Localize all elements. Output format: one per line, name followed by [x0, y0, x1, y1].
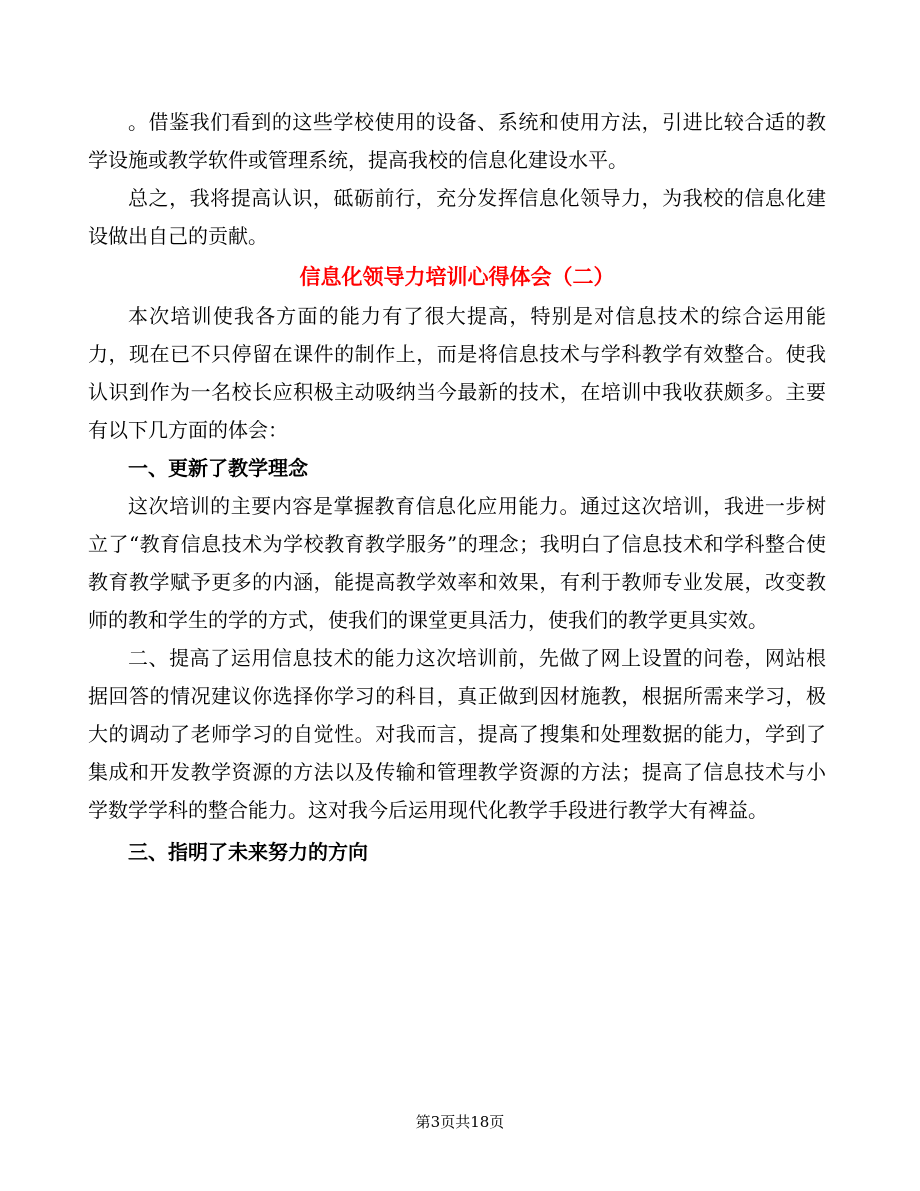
heading-section-1: 一、更新了教学理念: [128, 456, 308, 480]
section-title: 信息化领导力培训心得体会（二）: [299, 264, 615, 289]
paragraph-intro: 本次培训使我各方面的能力有了很大提高，特别是对信息技术的综合运用能力，现在已不只停留在课件的制作上，而是将信息技术与学科教学有效整合。使我认识到作为一名校长应积极主动吸纳当今最新的技术，在培训中我收获颇多。主要有以下几方面的体会：: [88, 304, 826, 442]
paragraph-section-2: 二、提高了运用信息技术的能力这次培训前，先做了网上设置的问卷，网站根据回答的情况建议你选择你学习的科目，真正做到因材施教，根据所需来学习，极大的调动了老师学习的自觉性。对我而言，提高了搜集和处理数据的能力，学到了集成和开发教学资源的方法以及传输和管理教学资源的方法；提高了信息技术与小学数学学科的整合能力。这对我今后运用现代化教学手段进行教学大有裨益。: [88, 646, 826, 822]
heading-section-3: 三、指明了未来努力的方向: [128, 840, 368, 864]
paragraph-section-1: 这次培训的主要内容是掌握教育信息化应用能力。通过这次培训，我进一步树立了“教育信息技术为学校教育教学服务”的理念；我明白了信息技术和学科整合使教育教学赋予更多的内涵，能提高教学效率和效果，有利于教师专业发展，改变教师的教和学生的学的方式，使我们的课堂更具活力，使我们的教学更具实效。: [88, 494, 826, 632]
paragraph-continuation: 。借鉴我们看到的这些学校使用的设备、系统和使用方法，引进比较合适的教学设施或教学软件或管理系统，提高我校的信息化建设水平。: [88, 110, 826, 172]
paragraph-conclusion: 总之，我将提高认识，砥砺前行，充分发挥信息化领导力，为我校的信息化建设做出自己的贡献。: [88, 186, 826, 248]
page-number: 第3页共18页: [415, 1113, 505, 1131]
document-body: [88, 103, 826, 871]
